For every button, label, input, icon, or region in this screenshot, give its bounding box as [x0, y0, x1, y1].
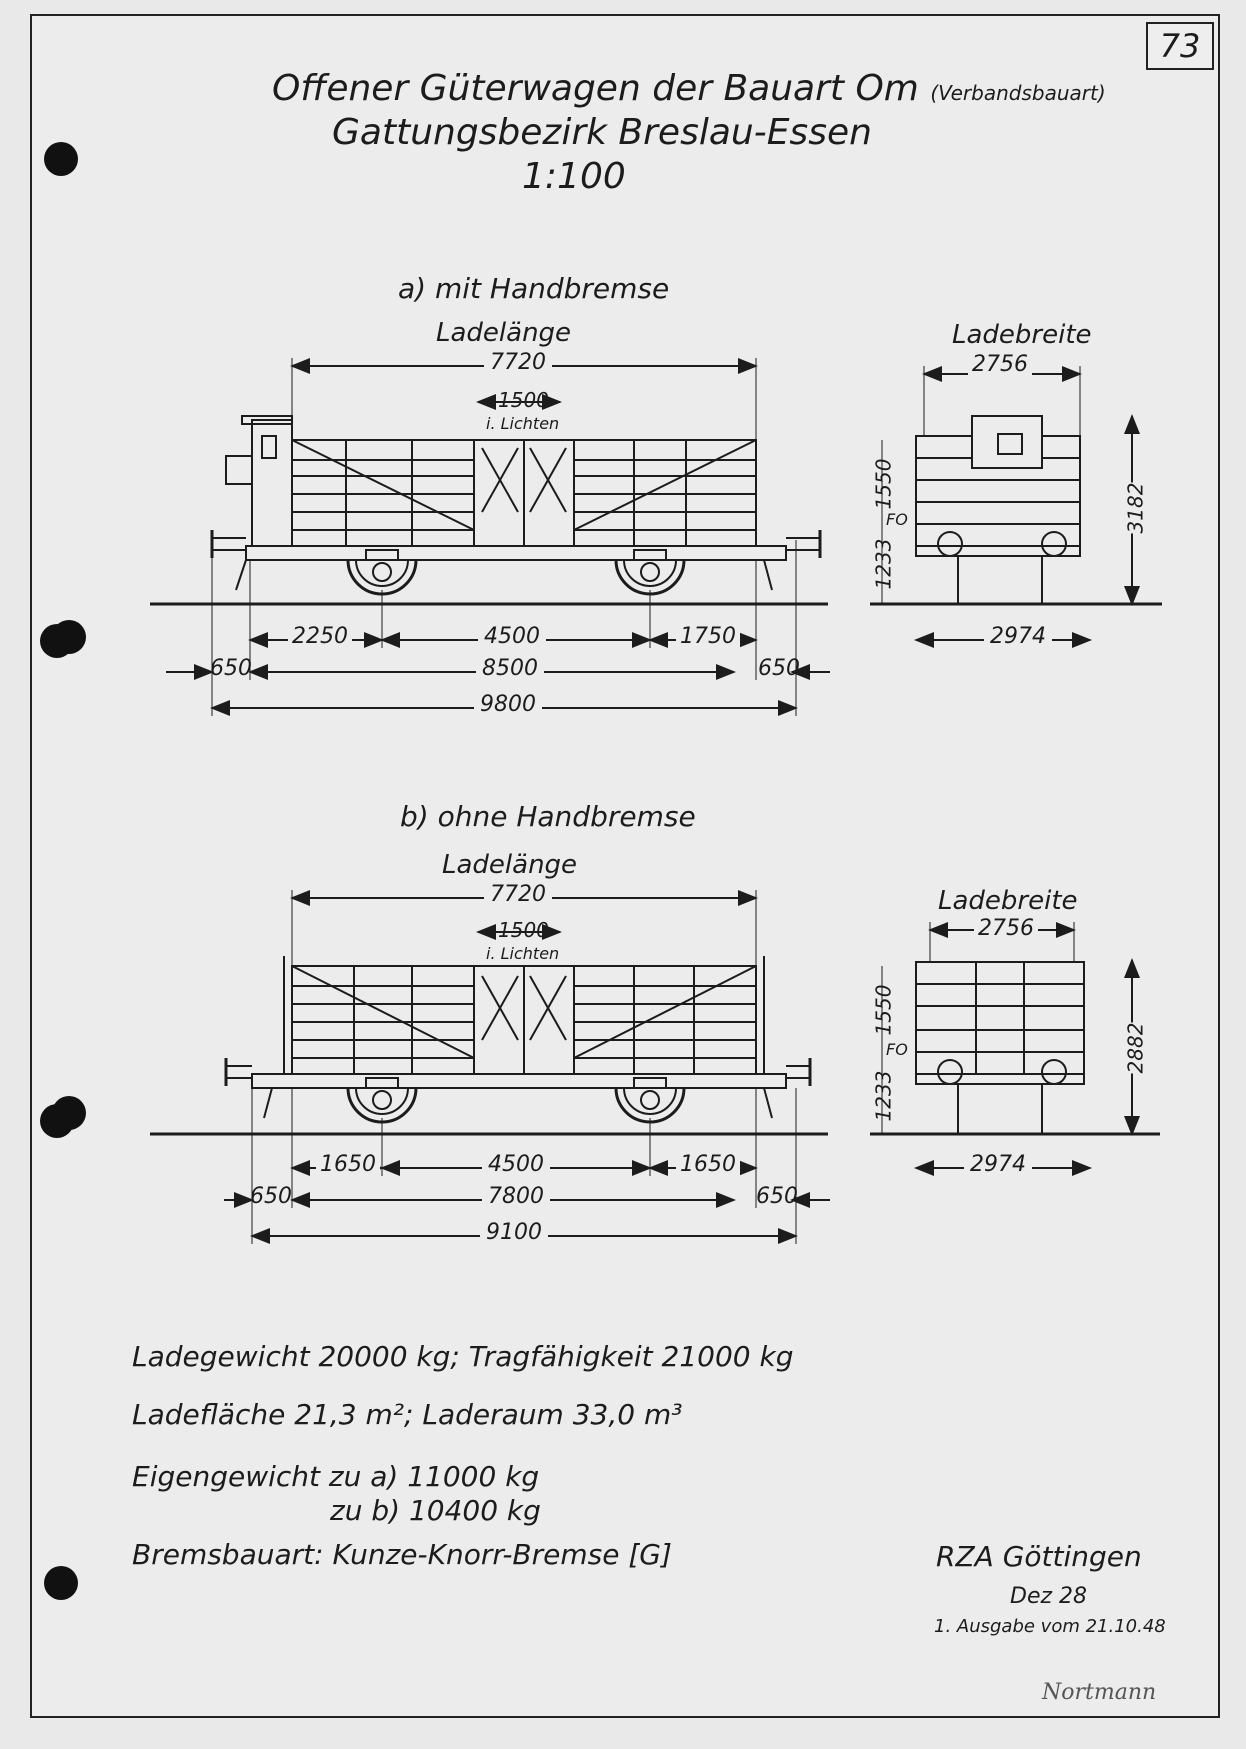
- load-width-b: 2756: [974, 916, 1038, 941]
- signature: Nortmann: [1042, 1680, 1157, 1705]
- frame-length-a: 8500: [476, 656, 544, 681]
- fo-label-b: FO: [886, 1040, 908, 1059]
- wheel-b-left: [348, 1088, 416, 1122]
- load-length-a: 7720: [484, 350, 552, 375]
- brake-hut: [252, 420, 292, 546]
- load-length-label-a: Ladelänge: [436, 318, 572, 348]
- wheelbase-a: 4500: [478, 624, 546, 649]
- heading-b: b) ohne Handbremse: [400, 800, 696, 833]
- end-view-a: [870, 366, 1162, 640]
- load-width-label-b: Ladebreite: [938, 886, 1078, 916]
- door-note-b: i. Lichten: [486, 944, 560, 963]
- frame-length-b: 7800: [482, 1184, 550, 1209]
- frame-b: [252, 1074, 786, 1088]
- frame-a: [246, 546, 786, 560]
- overhang-right-b: 1650: [676, 1152, 740, 1177]
- wheel-a-left: [348, 560, 416, 594]
- stamp-dept: Dez 28: [1010, 1584, 1088, 1609]
- heading-a: a) mit Handbremse: [398, 272, 670, 305]
- end-view-b: [870, 922, 1160, 1168]
- total-height-b: 2882: [1123, 1022, 1148, 1074]
- end-body-b: [916, 962, 1084, 1074]
- buffer-right-a: 650: [758, 656, 800, 681]
- load-width-a: 2756: [968, 352, 1032, 377]
- note-tare-b: zu b) 10400 kg: [330, 1494, 541, 1527]
- fo-label-a: FO: [886, 510, 908, 529]
- track-width-b: 2974: [964, 1152, 1032, 1177]
- wheel-b-right: [616, 1088, 684, 1122]
- load-length-b: 7720: [484, 882, 552, 907]
- overhang-left-a: 2250: [288, 624, 352, 649]
- stamp-edition: 1. Ausgabe vom 21.10.48: [934, 1616, 1166, 1637]
- door-width-a: 1500: [498, 388, 549, 412]
- stamp-office: RZA Göttingen: [936, 1540, 1142, 1573]
- total-length-b: 9100: [480, 1220, 548, 1245]
- floor-height-a: 1233: [871, 538, 896, 590]
- buffer-right-b: 650: [756, 1184, 798, 1209]
- door-width-b: 1500: [498, 918, 549, 942]
- title-line-2: Gattungsbezirk Breslau-Essen: [332, 112, 872, 153]
- wall-height-a: 1550: [871, 458, 896, 510]
- note-load-weight: Ladegewicht 20000 kg; Tragfähigkeit 21000 kg: [132, 1340, 794, 1373]
- note-load-area: Ladefläche 21,3 m²; Laderaum 33,0 m³: [132, 1398, 683, 1431]
- title-scale: 1:100: [522, 156, 626, 197]
- door-note-a: i. Lichten: [486, 414, 560, 433]
- overhang-right-a: 1750: [676, 624, 740, 649]
- title-note: (Verbandsbauart): [930, 81, 1106, 105]
- track-width-a: 2974: [984, 624, 1052, 649]
- note-tare-a: Eigengewicht zu a) 11000 kg: [132, 1460, 540, 1493]
- page-number: 73: [1146, 22, 1214, 70]
- buffer-left-a: 650: [210, 656, 252, 681]
- note-brake-type: Bremsbauart: Kunze-Knorr-Bremse [G]: [132, 1538, 672, 1571]
- total-length-a: 9800: [474, 692, 542, 717]
- load-length-label-b: Ladelänge: [442, 850, 578, 880]
- wall-height-b: 1550: [871, 984, 896, 1036]
- overhang-left-b: 1650: [316, 1152, 380, 1177]
- buffer-left-b: 650: [250, 1184, 292, 1209]
- total-height-a: 3182: [1123, 482, 1148, 534]
- title-line-1: Offener Güterwagen der Bauart Om (Verbandsbauart): [272, 68, 1106, 109]
- wheel-a-right: [616, 560, 684, 594]
- floor-height-b: 1233: [871, 1070, 896, 1122]
- load-width-label-a: Ladebreite: [952, 320, 1092, 350]
- wheelbase-b: 4500: [482, 1152, 550, 1177]
